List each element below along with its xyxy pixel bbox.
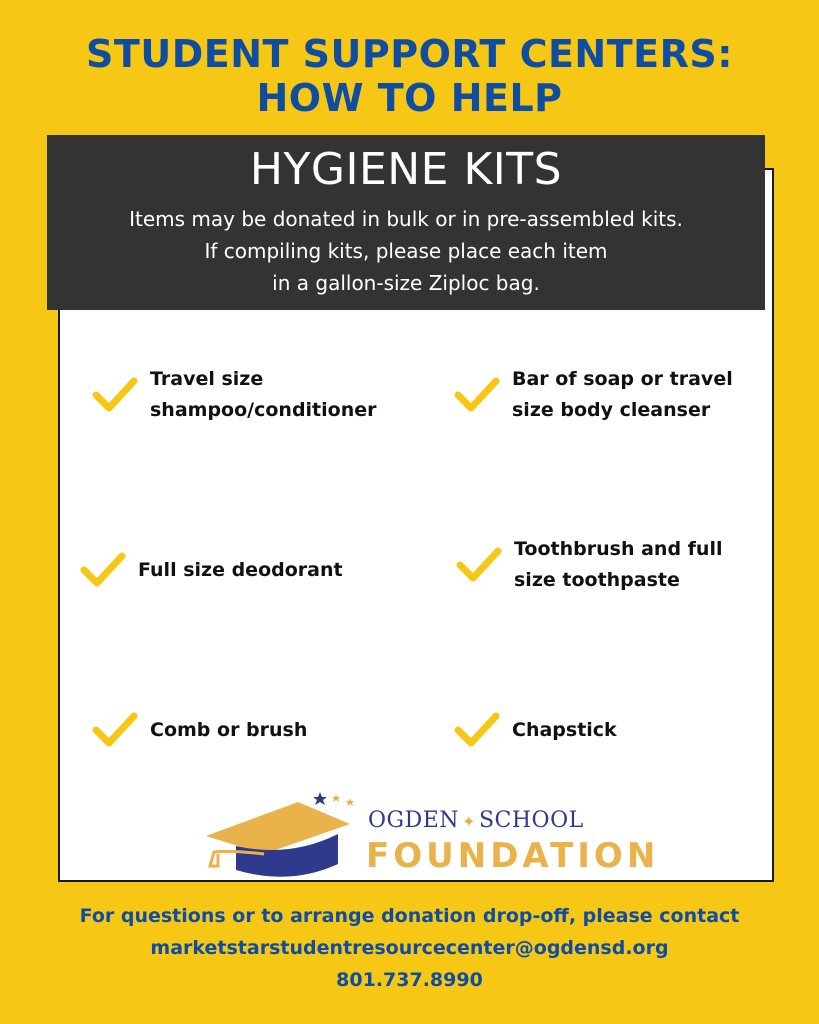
list-item-deodorant	[80, 550, 343, 590]
logo-word-foundation: FOUNDATION	[366, 836, 660, 876]
list-item-shampoo	[92, 364, 377, 426]
logo-word-ogden: OGDEN	[368, 808, 460, 833]
star-icon: ✦	[462, 812, 476, 831]
list-item-chapstick	[454, 710, 617, 750]
item-label: Full size deodorant	[138, 558, 343, 581]
list-item-comb	[92, 710, 307, 750]
title-line-2: HOW TO HELP	[256, 76, 563, 120]
banner-line-2: If compiling kits, please place each item	[204, 239, 608, 263]
checkmark-icon	[454, 710, 500, 750]
banner-line-1: Items may be donated in bulk or in pre-assembled kits.	[129, 207, 683, 231]
list-item-toothbrush	[456, 534, 722, 596]
item-label: Bar of soap or travel size body cleanser	[512, 368, 733, 421]
banner-instructions	[47, 203, 765, 299]
banner-line-3: in a gallon-size Ziploc bag.	[272, 271, 540, 295]
checkmark-icon	[92, 375, 138, 415]
item-label: Chapstick	[512, 718, 617, 741]
checkmark-icon	[92, 710, 138, 750]
hygiene-kits-banner	[47, 135, 765, 310]
graduation-cap-icon	[200, 788, 370, 883]
footer-contact-text: For questions or to arrange donation drop-off, please contact	[79, 905, 740, 927]
banner-heading: HYGIENE KITS	[249, 144, 563, 195]
list-item-soap	[454, 364, 733, 426]
ogden-school-foundation-logo	[200, 788, 660, 883]
footer-phone: 801.737.8990	[336, 969, 483, 991]
footer-email: marketstarstudentresourcecenter@ogdensd.org	[150, 937, 669, 959]
checkmark-icon	[80, 550, 126, 590]
item-label: Travel size shampoo/conditioner	[150, 368, 377, 421]
checkmark-icon	[454, 375, 500, 415]
item-label: Comb or brush	[150, 718, 308, 741]
contact-footer	[0, 900, 819, 996]
title-line-1: STUDENT SUPPORT CENTERS:	[86, 32, 733, 76]
page-title	[0, 32, 819, 120]
checkmark-icon	[456, 545, 502, 585]
logo-word-school: SCHOOL	[478, 808, 584, 833]
item-label: Toothbrush and full size toothpaste	[514, 538, 723, 591]
logo-wordmark-top	[368, 808, 584, 833]
